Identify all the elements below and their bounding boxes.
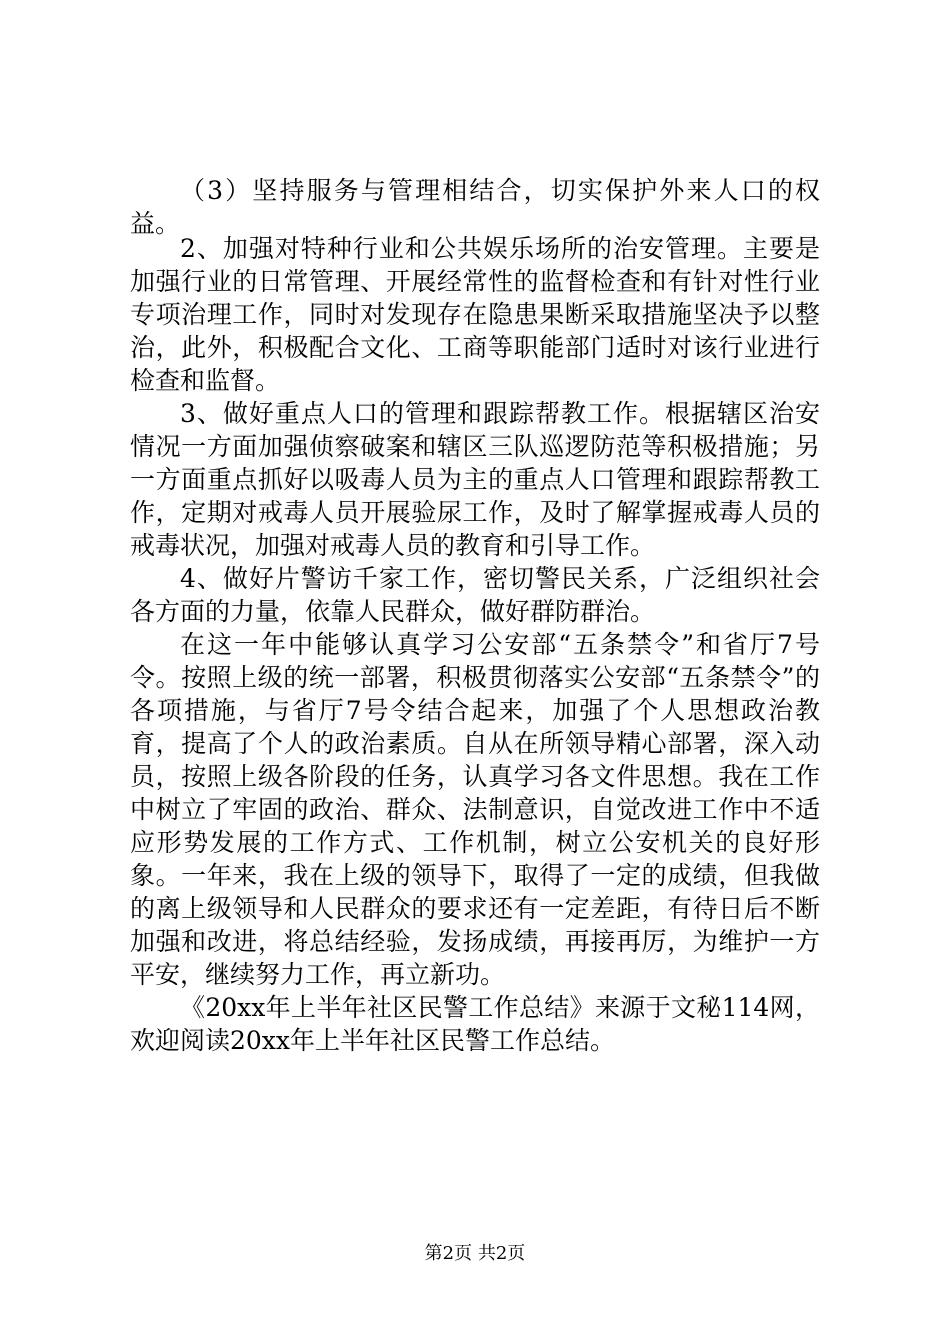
- page-footer: 第2页 共2页: [424, 1243, 526, 1264]
- paragraph-source-note: 《20xx年上半年社区民警工作总结》来源于文秘114网，欢迎阅读20xx年上半年社区民警工作总结。: [130, 993, 820, 1055]
- paragraph-annual-summary: 在这一年中能够认真学习公安部“五条禁令”和省厅7号令。按照上级的统一部署，积极贯彻落实公安部“五条禁令”的各项措施，与省厅7号令结合起来，加强了个人思想政治教育，提高了个人的政治素质。自从在所领导精心部署，深入动员，按照上级各阶段的任务，认真学习各文件思想。我在工作中树立了牢固的政治、群众、法制意识，自觉改进工作中不适应形势发展的工作方式、工作机制，树立公安机关的良好形象。一年来，我在上级的领导下，取得了一定的成绩，但我做的离上级领导和人民群众的要求还有一定差距，有待日后不断加强和改进，将总结经验，发扬成绩，再接再厉，为维护一方平安，继续努力工作，再立新功。: [130, 630, 820, 989]
- body-text: [130, 232, 820, 1057]
- paragraph-community-policing: 4、做好片警访千家工作，密切警民关系，广泛组织社会各方面的力量，依靠人民群众，做好群防群治。: [130, 564, 820, 626]
- paragraph-special-industries: 2、加强对特种行业和公共娱乐场所的治安管理。主要是加强行业的日常管理、开展经常性的监督检查和有针对性行业专项治理工作，同时对发现存在隐患果断采取措施坚决予以整治，此外，积极配合文化、工商等职能部门适时对该行业进行检查和监督。: [130, 234, 820, 395]
- paragraph-key-population: 3、做好重点人口的管理和跟踪帮教工作。根据辖区治安情况一方面加强侦察破案和辖区三队巡逻防范等积极措施；另一方面重点抓好以吸毒人员为主的重点人口管理和跟踪帮教工作，定期对戒毒人员开展验尿工作，及时了解掌握戒毒人员的戒毒状况，加强对戒毒人员的教育和引导工作。: [130, 399, 820, 560]
- paragraph-rights-protection: （3）坚持服务与管理相结合，切实保护外来人口的权益。: [130, 176, 820, 238]
